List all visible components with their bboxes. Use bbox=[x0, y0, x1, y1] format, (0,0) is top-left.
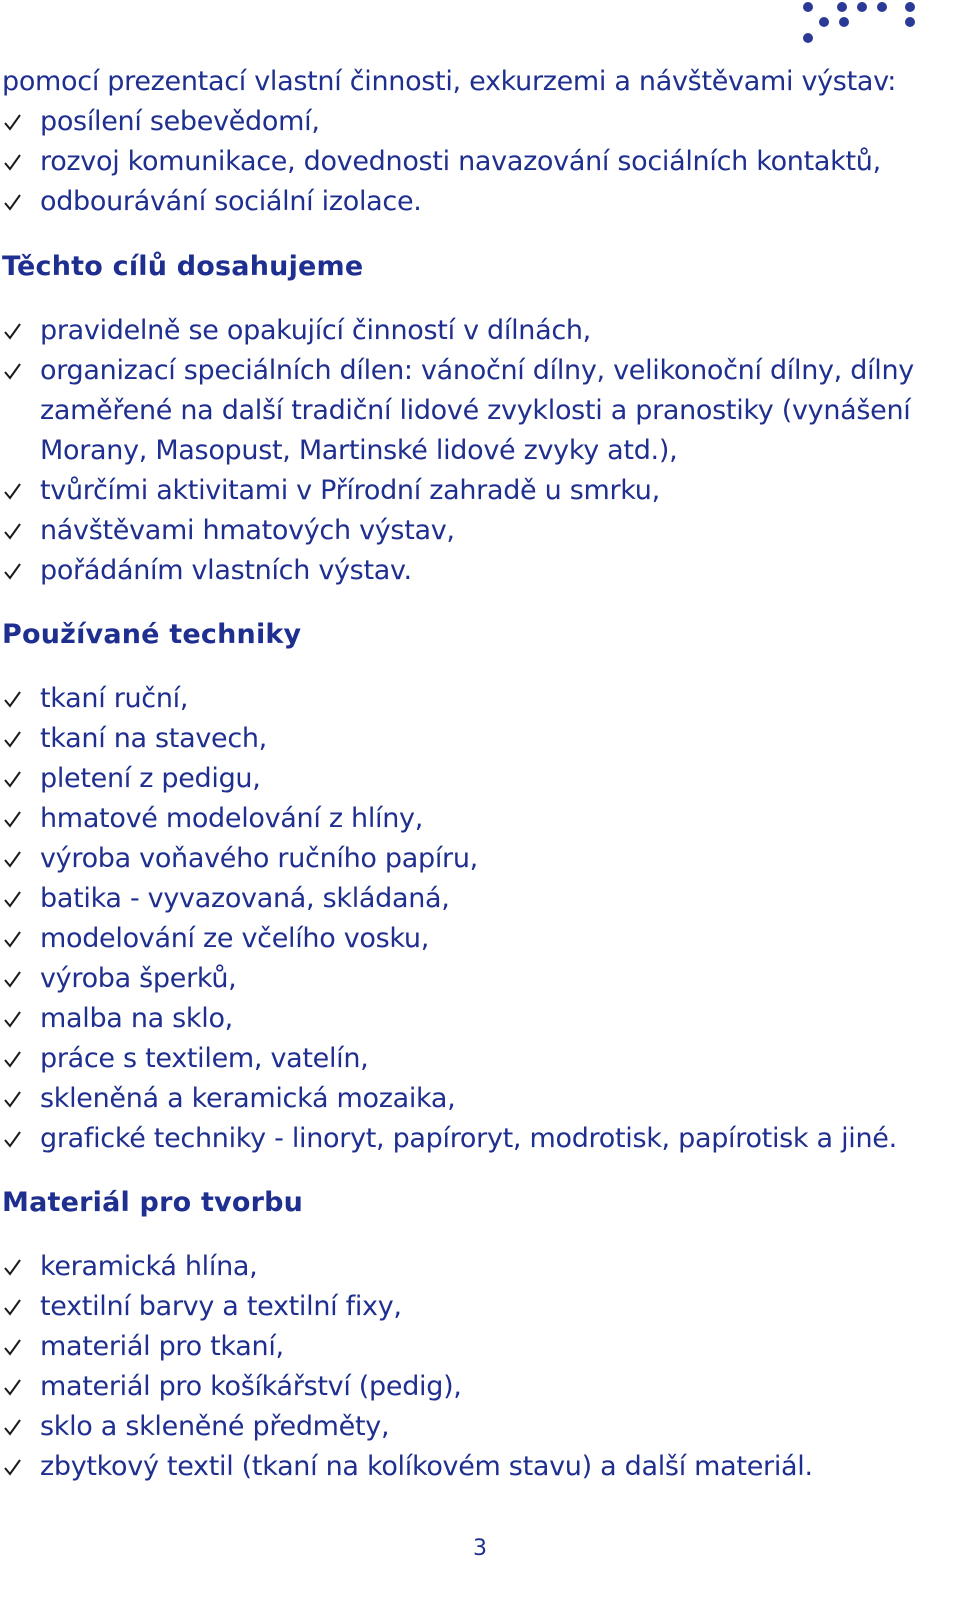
check-icon bbox=[2, 799, 24, 839]
list-item-text: modelování ze včelího vosku, bbox=[40, 923, 429, 954]
check-icon bbox=[2, 142, 24, 182]
list-item bbox=[2, 551, 942, 591]
techniques-heading: Používané techniky bbox=[2, 619, 302, 650]
list-item-text: sklo a skleněné předměty, bbox=[40, 1411, 390, 1442]
list-item-text: posílení sebevědomí, bbox=[40, 106, 320, 137]
check-icon bbox=[2, 1119, 24, 1159]
goals-heading: Těchto cílů dosahujeme bbox=[2, 251, 364, 282]
techniques-list bbox=[2, 679, 942, 1159]
check-icon bbox=[2, 471, 24, 511]
list-item bbox=[2, 1447, 942, 1487]
list-item-text: keramická hlína, bbox=[40, 1251, 258, 1282]
list-item-text: odbourávání sociální izolace. bbox=[40, 186, 422, 217]
list-item bbox=[2, 919, 942, 959]
dots-logo-icon bbox=[800, 0, 920, 46]
check-icon bbox=[2, 182, 24, 222]
list-item bbox=[2, 102, 942, 142]
check-icon bbox=[2, 1247, 24, 1287]
list-item-text: rozvoj komunikace, dovednosti navazování sociálních kontaktů, bbox=[40, 146, 881, 177]
list-item bbox=[2, 1079, 942, 1119]
list-item-text: organizací speciálních dílen: vánoční dílny, velikonoční dílny, dílny zaměřené na další tradiční lidové zvyklosti a pranostiky (vynášení Morany, Masopust, Martinské lidové zvyky atd.), bbox=[40, 355, 914, 466]
list-item bbox=[2, 1247, 942, 1287]
list-item-text: pravidelně se opakující činností v dílnách, bbox=[40, 315, 591, 346]
check-icon bbox=[2, 719, 24, 759]
list-item-text: skleněná a keramická mozaika, bbox=[40, 1083, 456, 1114]
check-icon bbox=[2, 551, 24, 591]
document-body bbox=[2, 62, 942, 1487]
goals-list bbox=[2, 311, 942, 591]
list-item bbox=[2, 839, 942, 879]
check-icon bbox=[2, 679, 24, 719]
list-item bbox=[2, 1119, 942, 1159]
materials-list bbox=[2, 1247, 942, 1487]
check-icon bbox=[2, 919, 24, 959]
list-item bbox=[2, 182, 942, 222]
check-icon bbox=[2, 1039, 24, 1079]
check-icon bbox=[2, 959, 24, 999]
intro-list bbox=[2, 102, 942, 222]
list-item-text: zbytkový textil (tkaní na kolíkovém stavu) a další materiál. bbox=[40, 1451, 813, 1482]
page-number: 3 bbox=[473, 1536, 487, 1561]
list-item bbox=[2, 999, 942, 1039]
check-icon bbox=[2, 311, 24, 351]
list-item bbox=[2, 719, 942, 759]
check-icon bbox=[2, 1407, 24, 1447]
list-item-text: pořádáním vlastních výstav. bbox=[40, 555, 412, 586]
list-item bbox=[2, 1039, 942, 1079]
list-item-text: tvůrčími aktivitami v Přírodní zahradě u smrku, bbox=[40, 475, 660, 506]
check-icon bbox=[2, 102, 24, 142]
list-item-text: výroba šperků, bbox=[40, 963, 237, 994]
check-icon bbox=[2, 1447, 24, 1487]
list-item-text: batika - vyvazovaná, skládaná, bbox=[40, 883, 450, 914]
list-item-text: pletení z pedigu, bbox=[40, 763, 261, 794]
check-icon bbox=[2, 879, 24, 919]
list-item bbox=[2, 879, 942, 919]
list-item-text: materiál pro košíkářství (pedig), bbox=[40, 1371, 462, 1402]
materials-heading: Materiál pro tvorbu bbox=[2, 1187, 304, 1218]
check-icon bbox=[2, 511, 24, 551]
list-item bbox=[2, 471, 942, 511]
check-icon bbox=[2, 759, 24, 799]
check-icon bbox=[2, 1367, 24, 1407]
check-icon bbox=[2, 839, 24, 879]
check-icon bbox=[2, 1079, 24, 1119]
list-item-text: malba na sklo, bbox=[40, 1003, 233, 1034]
intro-text: pomocí prezentací vlastní činnosti, exkurzemi a návštěvami výstav: bbox=[2, 66, 897, 97]
list-item bbox=[2, 142, 942, 182]
list-item-text: tkaní na stavech, bbox=[40, 723, 267, 754]
list-item bbox=[2, 959, 942, 999]
check-icon bbox=[2, 999, 24, 1039]
list-item-text: tkaní ruční, bbox=[40, 683, 189, 714]
list-item-text: grafické techniky - linoryt, papíroryt, modrotisk, papírotisk a jiné. bbox=[40, 1123, 897, 1154]
list-item bbox=[2, 351, 942, 471]
list-item-text: textilní barvy a textilní fixy, bbox=[40, 1291, 402, 1322]
check-icon bbox=[2, 1287, 24, 1327]
list-item bbox=[2, 1407, 942, 1447]
list-item-text: hmatové modelování z hlíny, bbox=[40, 803, 423, 834]
list-item bbox=[2, 799, 942, 839]
list-item-text: návštěvami hmatových výstav, bbox=[40, 515, 455, 546]
list-item-text: materiál pro tkaní, bbox=[40, 1331, 284, 1362]
list-item bbox=[2, 1367, 942, 1407]
list-item bbox=[2, 511, 942, 551]
check-icon bbox=[2, 351, 24, 391]
check-icon bbox=[2, 1327, 24, 1367]
list-item-text: výroba voňavého ručního papíru, bbox=[40, 843, 478, 874]
list-item bbox=[2, 1327, 942, 1367]
list-item bbox=[2, 679, 942, 719]
list-item bbox=[2, 759, 942, 799]
list-item bbox=[2, 1287, 942, 1327]
list-item bbox=[2, 311, 942, 351]
list-item-text: práce s textilem, vatelín, bbox=[40, 1043, 369, 1074]
